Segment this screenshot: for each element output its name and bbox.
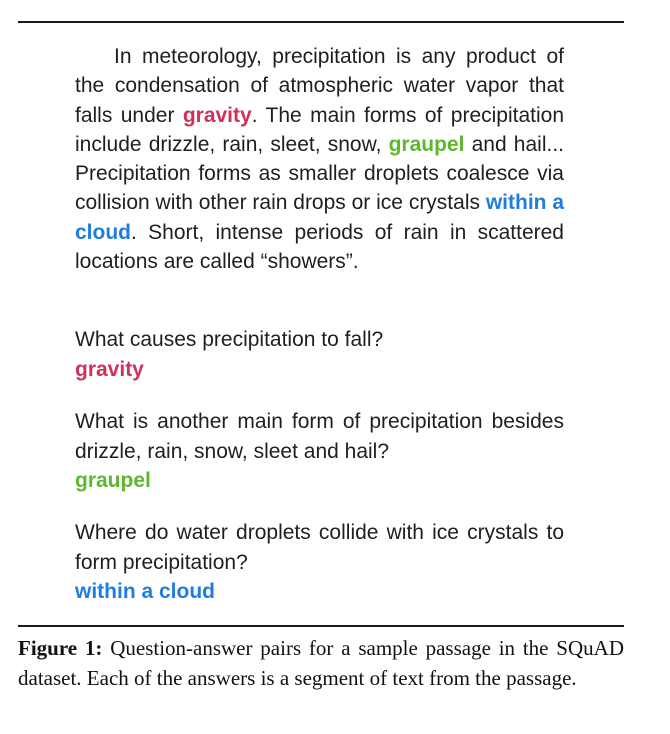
passage-text: . The main forms of precipitation include drizzle, rain, sleet, snow, <box>75 103 565 156</box>
passage <box>75 42 564 276</box>
highlight-within-a-cloud: within a cloud <box>75 191 564 244</box>
highlight-gravity: gravity <box>182 103 252 127</box>
figure-caption <box>18 634 624 693</box>
qa-pair <box>75 407 564 496</box>
qa-pair <box>75 325 564 384</box>
passage-text: . Short, intense periods of rain in scattered locations are called “showers”. <box>75 220 564 274</box>
caption-text: Question-answer pairs for a sample passage in the SQuAD dataset. Each of the answers is a segment of text from the passage. <box>18 636 624 690</box>
bottom-rule <box>18 625 624 627</box>
top-rule <box>18 21 624 23</box>
question: What causes precipitation to fall? <box>75 328 384 351</box>
passage-text: In meteorology, precipitation is any product of the condensation of atmospheric water vapor that falls under <box>75 45 564 127</box>
qa-pair <box>75 518 564 607</box>
passage-text: and hail... Precipitation forms as smaller droplets coalesce via collision with other rain drops or ice crystals <box>75 132 564 215</box>
answer: within a cloud <box>75 580 215 603</box>
answer: gravity <box>75 357 144 381</box>
highlight-graupel: graupel <box>388 132 465 156</box>
caption-label: Figure 1: <box>18 636 103 660</box>
answer: graupel <box>75 469 151 492</box>
question: Where do water droplets collide with ice crystals to form precipitation? <box>75 521 564 574</box>
question: What is another main form of precipitation besides drizzle, rain, snow, sleet and hail? <box>75 410 564 463</box>
